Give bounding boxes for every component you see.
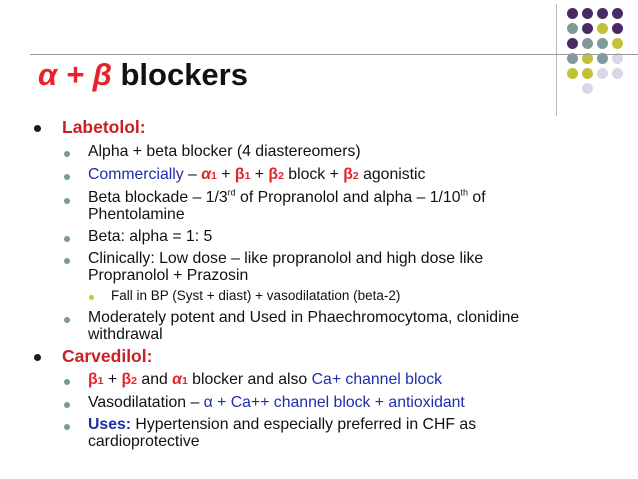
decor-dot xyxy=(597,38,608,49)
title-beta: β xyxy=(92,57,112,92)
superscript: rd xyxy=(227,187,236,198)
decor-dot xyxy=(612,8,623,19)
subscript: 2 xyxy=(278,170,284,182)
text-plus: + xyxy=(250,166,269,183)
decor-dot xyxy=(612,68,623,79)
text-and: and xyxy=(137,371,173,388)
decor-dot xyxy=(612,38,623,49)
decor-dot xyxy=(567,23,578,34)
carvedilol-item-3-line-2: cardioprotective xyxy=(88,433,200,450)
uses-label: Uses: xyxy=(88,416,132,433)
beta-symbol: β xyxy=(268,166,279,183)
superscript: th xyxy=(460,187,469,198)
text-mid: block + xyxy=(283,166,344,183)
carvedilol-item-2 xyxy=(88,394,465,412)
labetolol-heading: Labetolol: xyxy=(62,117,146,137)
bullet-icon xyxy=(34,354,41,361)
title-alpha: α xyxy=(38,57,58,92)
text: of Propranolol and alpha – 1/10 xyxy=(235,189,461,206)
beta-symbol: β xyxy=(121,371,132,388)
decor-dot xyxy=(582,23,593,34)
labetolol-item-5-line-2: Propranolol + Prazosin xyxy=(88,267,249,284)
labetolol-item-1: Alpha + beta blocker (4 diastereomers) xyxy=(88,143,361,160)
text: of xyxy=(468,189,486,206)
decor-dot xyxy=(597,8,608,19)
decor-dot xyxy=(597,68,608,79)
alpha-symbol: α xyxy=(201,166,212,183)
decorative-dot-grid xyxy=(567,8,637,96)
subscript: 2 xyxy=(131,375,138,387)
text: Hypertension and especially preferred in CHF as xyxy=(131,416,477,433)
beta-symbol: β xyxy=(88,371,98,388)
decor-dot xyxy=(582,68,593,79)
subscript: 1 xyxy=(211,170,217,182)
text: Vasodilatation – xyxy=(88,394,204,411)
subscript: 1 xyxy=(244,170,251,182)
title-underline xyxy=(30,54,638,55)
decor-dot xyxy=(597,23,608,34)
decor-dot xyxy=(567,38,578,49)
title-text: blockers xyxy=(120,57,248,92)
bullet-icon xyxy=(64,402,70,408)
text-dash: – xyxy=(183,166,202,183)
carvedilol-item-3 xyxy=(88,416,476,434)
bullet-icon xyxy=(64,258,70,264)
labetolol-item-4: Beta: alpha = 1: 5 xyxy=(88,228,213,245)
bullet-icon xyxy=(64,424,70,430)
bullet-icon xyxy=(64,198,70,204)
text-mid: blocker and also xyxy=(187,371,312,388)
text: Beta blockade – 1/3 xyxy=(88,189,228,206)
decor-dot xyxy=(612,23,623,34)
text-end: agonistic xyxy=(358,166,426,183)
carvedilol-heading: Carvedilol: xyxy=(62,346,153,366)
labetolol-item-2 xyxy=(88,166,425,185)
text-plus: + xyxy=(216,166,235,183)
decor-dot xyxy=(567,68,578,79)
labetolol-item-6-line-2: withdrawal xyxy=(88,326,163,343)
mechanism-text: α + Ca++ channel block + antioxidant xyxy=(203,394,465,411)
commercially-text: Commercially xyxy=(88,166,184,183)
decor-dot xyxy=(567,8,578,19)
decorative-vertical-line xyxy=(556,4,557,116)
slide-title xyxy=(38,57,248,93)
calcium-channel-text: Ca+ channel block xyxy=(311,371,443,388)
decor-dot xyxy=(582,38,593,49)
beta-symbol: β xyxy=(234,166,245,183)
bullet-icon xyxy=(64,317,70,323)
text-plus: + xyxy=(103,371,122,388)
labetolol-item-3-line-2: Phentolamine xyxy=(88,206,185,223)
decor-dot xyxy=(582,83,593,94)
title-plus: + xyxy=(65,57,84,92)
alpha-symbol: α xyxy=(172,371,182,388)
decor-dot xyxy=(582,8,593,19)
bullet-icon xyxy=(64,151,70,157)
bullet-icon xyxy=(64,379,70,385)
labetolol-item-5: Clinically: Low dose – like propranolol and high dose like xyxy=(88,250,484,267)
subscript: 2 xyxy=(352,170,359,182)
carvedilol-item-1 xyxy=(88,371,442,390)
labetolol-item-6: Moderately potent and Used in Phaechromocytoma, clonidine xyxy=(88,309,520,326)
bullet-icon xyxy=(64,236,70,242)
beta-symbol: β xyxy=(343,166,353,183)
labetolol-item-3 xyxy=(88,189,486,207)
bullet-icon xyxy=(34,125,41,132)
subscript: 1 xyxy=(97,375,104,387)
bullet-icon xyxy=(89,295,94,300)
bullet-icon xyxy=(64,174,70,180)
subscript: 1 xyxy=(181,375,188,387)
labetolol-subitem: Fall in BP (Syst + diast) + vasodilatation (beta-2) xyxy=(111,288,401,303)
